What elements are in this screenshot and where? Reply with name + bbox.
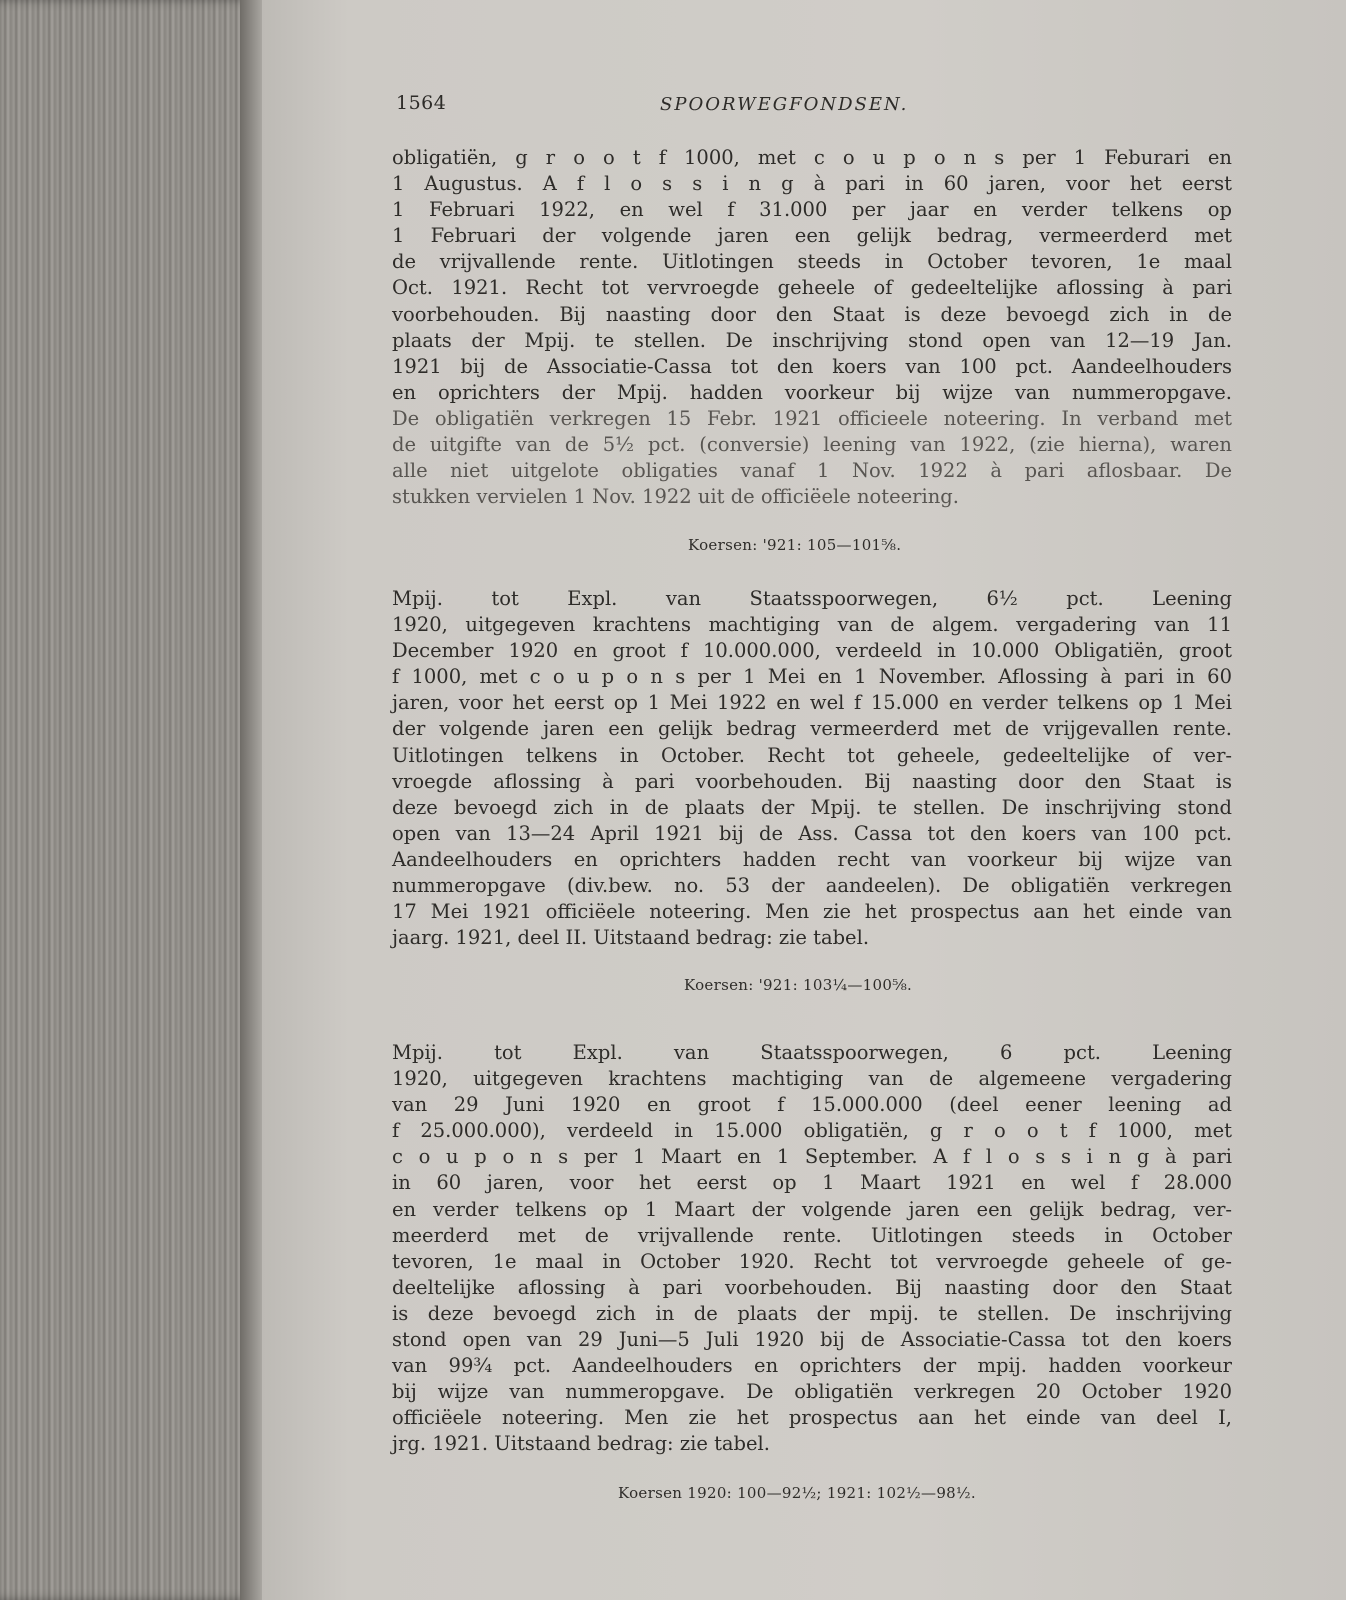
text-line: van 99¾ pct. Aandeelhouders en oprichters der mpij. hadden voorkeur: [392, 1354, 1232, 1378]
text-line: meerderd met de vrijvallende rente. Uitlotingen steeds in October: [392, 1223, 1232, 1247]
text-line: de uitgifte van de 5½ pct. (conversie) leening van 1922, (zie hierna), waren: [392, 433, 1232, 457]
text-line: is deze bevoegd zich in de plaats der mpij. te stellen. De inschrijving: [392, 1301, 1232, 1325]
text-line: 17 Mei 1921 officiëele noteering. Men zie het prospectus aan het einde van: [392, 900, 1232, 924]
text-line: f 25.000.000), verdeeld in 15.000 obligatiën, g r o o t f 1000, met: [392, 1119, 1232, 1143]
text-line: f 1000, met c o u p o n s per 1 Mei en 1 November. Aflossing à pari in 60: [392, 665, 1232, 689]
text-line: Mpij. tot Expl. van Staatsspoorwegen, 6½ pct. Leening: [392, 587, 1232, 610]
text-line: Mpij. tot Expl. van Staatsspoorwegen, 6 pct. Leening: [392, 1041, 1232, 1064]
text-line: officiëele noteering. Men zie het prospectus aan het einde van deel I,: [392, 1406, 1232, 1430]
text-line: jrg. 1921. Uitstaand bedrag: zie tabel.: [392, 1432, 770, 1456]
text-line: voorbehouden. Bij naasting door den Staat is deze bevoegd zich in de: [392, 302, 1232, 326]
section-1-text: [392, 145, 1232, 510]
text-line: deeltelijke aflossing à pari voorbehouden. Bij naasting door den Staat: [392, 1275, 1232, 1299]
text-line: De obligatiën verkregen 15 Febr. 1921 officieele noteering. In verband met: [392, 406, 1232, 430]
text-line: c o u p o n s per 1 Maart en 1 September. A f l o s s i n g à pari: [392, 1145, 1232, 1169]
text-line: Uitlotingen telkens in October. Recht tot geheele, gedeeltelijke of ver-: [392, 743, 1232, 767]
text-line: open van 13—24 April 1921 bij de Ass. Cassa tot den koers van 100 pct.: [392, 821, 1232, 845]
text-line: 1 Augustus. A f l o s s i n g à pari in 60 jaren, voor het eerst: [392, 172, 1232, 196]
text-line: alle niet uitgelote obligaties vanaf 1 Nov. 1922 à pari aflosbaar. De: [392, 459, 1232, 483]
text-line: in 60 jaren, voor het eerst op 1 Maart 1921 en wel f 28.000: [392, 1171, 1232, 1195]
text-line: 1920, uitgegeven krachtens machtiging van de algem. vergadering van 11: [392, 613, 1232, 637]
text-line: obligatiën, g r o o t f 1000, met c o u p o n s per 1 Feburari en: [392, 146, 1232, 169]
text-line: December 1920 en groot f 10.000.000, verdeeld in 10.000 Obligatiën, groot: [392, 639, 1232, 663]
section-2-koersen: Koersen: '921: 103¼—100⅝.: [684, 976, 913, 994]
page-header: [396, 92, 956, 120]
text-line: jaarg. 1921, deel II. Uitstaand bedrag: zie tabel.: [392, 926, 870, 950]
text-line: tevoren, 1e maal in October 1920. Recht tot vervroegde geheele of ge-: [392, 1249, 1232, 1273]
text-line: stukken vervielen 1 Nov. 1922 uit de officiëele noteering.: [392, 485, 959, 509]
text-line: en oprichters der Mpij. hadden voorkeur bij wijze van nummeropgave.: [392, 380, 1232, 404]
text-line: bij wijze van nummeropgave. De obligatiën verkregen 20 October 1920: [392, 1380, 1232, 1404]
text-line: 1921 bij de Associatie-Cassa tot den koers van 100 pct. Aandeelhouders: [392, 354, 1232, 378]
text-line: van 29 Juni 1920 en groot f 15.000.000 (deel eener leening ad: [392, 1093, 1232, 1117]
book-edge: [0, 0, 262, 1600]
text-line: Oct. 1921. Recht tot vervroegde geheele of gedeeltelijke aflossing à pari: [392, 276, 1232, 300]
text-line: 1 Februari 1922, en wel f 31.000 per jaar en verder telkens op: [392, 198, 1232, 222]
text-line: plaats der Mpij. te stellen. De inschrijving stond open van 12—19 Jan.: [392, 328, 1232, 352]
text-line: der volgende jaren een gelijk bedrag vermeerderd met de vrijgevallen rente.: [392, 717, 1232, 741]
text-line: de vrijvallende rente. Uitlotingen steeds in October tevoren, 1e maal: [392, 250, 1232, 274]
text-line: deze bevoegd zich in de plaats der Mpij. te stellen. De inschrijving stond: [392, 795, 1232, 819]
text-line: stond open van 29 Juni—5 Juli 1920 bij de Associatie-Cassa tot den koers: [392, 1328, 1232, 1352]
text-line: en verder telkens op 1 Maart der volgende jaren een gelijk bedrag, ver-: [392, 1197, 1232, 1221]
section-1-koersen: Koersen: '921: 105—101⅝.: [688, 536, 902, 554]
section-3-text: [392, 1040, 1232, 1458]
running-title: SPOORWEGFONDSEN.: [660, 94, 909, 115]
section-3-koersen: Koersen 1920: 100—92½; 1921: 102½—98½.: [618, 1484, 976, 1502]
page-number: 1564: [396, 92, 447, 114]
text-line: nummeropgave (div.bew. no. 53 der aandeelen). De obligatiën verkregen: [392, 874, 1232, 898]
section-2-text: [392, 586, 1232, 951]
text-line: Aandeelhouders en oprichters hadden recht van voorkeur bij wijze van: [392, 847, 1232, 871]
text-line: 1920, uitgegeven krachtens machtiging van de algemeene vergadering: [392, 1067, 1232, 1091]
text-line: jaren, voor het eerst op 1 Mei 1922 en wel f 15.000 en verder telkens op 1 Mei: [392, 691, 1232, 715]
text-line: vroegde aflossing à pari voorbehouden. Bij naasting door den Staat is: [392, 769, 1232, 793]
text-line: 1 Februari der volgende jaren een gelijk bedrag, vermeerderd met: [392, 224, 1232, 248]
